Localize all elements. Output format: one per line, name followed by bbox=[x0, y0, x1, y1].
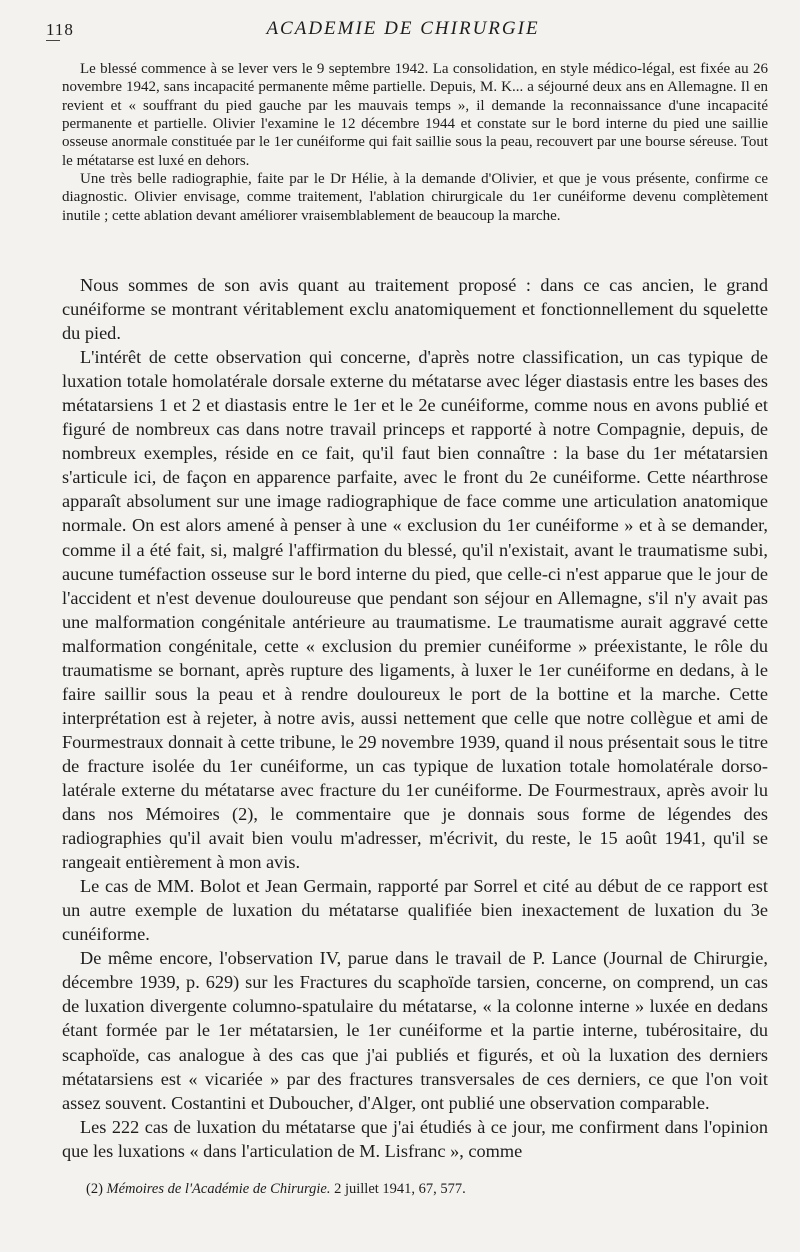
paragraph: Le cas de MM. Bolot et Jean Germain, rapporté par Sorrel et cité au début de ce rapport est un autre exemple de luxation du métatarse qualifiée bien inexactement de luxation du 3e cunéiforme. bbox=[62, 876, 768, 945]
footnote bbox=[86, 1180, 766, 1198]
running-title: ACADEMIE DE CHIRURGIE bbox=[266, 18, 540, 39]
page-number: 118 bbox=[46, 20, 74, 39]
paragraph: L'intérêt de cette observation qui concerne, d'après notre classification, un cas typique de luxation totale homolatérale dorsale externe du métatarse avec léger diastasis entre les bases des métatarsiens 1 et 2 et diastasis entre le 1er et le 2e cunéiforme, comme nous en avons publié et figuré de nombreux cas dans notre travail princeps et rapporté à notre Compagnie, depuis, de nombreux exemples, réside en ce fait, qu'il faut bien connaître : la base du 1er métatarsien s'articule ici, de façon en apparence parfaite, avec le front du 2e cunéiforme. Cette néarthrose apparaît absolument sur une image radiographique de face comme une articulation anatomique normale. On est alors amené à penser à une « exclusion du 1er cunéiforme » et à se demander, comme il a été fait, si, malgré l'affirmation du blessé, qu'il n'existait, avant le traumatisme subi, aucune tuméfaction osseuse sur le bord interne du pied, que celle-ci n'est apparue que le jour de l'accident et n'est devenue douloureuse que pendant son séjour en Allemagne, s'il n'y avait pas une malformation congénitale antérieure au traumatisme. Le traumatisme aurait aggravé cette malformation congénitale, cette « exclusion du premier cunéiforme » préexistante, le rôle du traumatisme se bornant, après rupture des ligaments, à luxer le 1er cunéiforme en dedans, à le faire saillir sous la peau et à rendre douloureux le port de la bottine et la marche. Cette interprétation est à rejeter, à notre avis, aussi nettement que celle que notre collègue et ami de Fourmestraux donnait à cette tribune, le 29 novembre 1939, quand il nous présentait sous le titre de fracture isolée du 1er cunéiforme, un cas typique de luxation totale homolatérale dorso-latérale externe du métatarse avec fracture du 1er cunéiforme. De Fourmestraux, après avoir lu dans nos Mémoires (2), le commentaire que je donnais sous forme de légendes des radiographies qu'il avait bien voulu m'adresser, m'écrivit, du reste, le 15 août 1941, qu'il se rangeait entièrement à mon avis. bbox=[62, 347, 768, 873]
header-rule bbox=[46, 40, 60, 41]
footnote-marker: (2) bbox=[86, 1181, 103, 1197]
main-text bbox=[62, 273, 768, 1163]
quoted-observation bbox=[62, 60, 768, 225]
paragraph: Le blessé commence à se lever vers le 9 septembre 1942. La consolidation, en style médico-légal, est fixée au 26 novembre 1942, sans incapacité permanente même partielle. Depuis, M. K... a séjourné deux ans en Allemagne. Il en revient et « souffrant du pied gauche par les mauvais temps », il demande la reconnaissance d'une incapacité permanente et partielle. Olivier l'examine le 12 décembre 1944 et constate sur le bord interne du pied une saillie osseuse anormale constituée par le 1er cunéiforme qui fait saillie sous la peau, recouvert par une bourse séreuse. Tout le métatarse est luxé en dehors. bbox=[62, 61, 768, 169]
paragraph: Une très belle radiographie, faite par le Dr Hélie, à la demande d'Olivier, et que je vous présente, confirme ce diagnostic. Olivier envisage, comme traitement, l'ablation chirurgicale du 1er cunéiforme devenu complètement inutile ; cette ablation devant améliorer vraisemblablement de beaucoup la marche. bbox=[62, 171, 768, 224]
paragraph: De même encore, l'observation IV, parue dans le travail de P. Lance (Journal de Chirurgie, décembre 1939, p. 629) sur les Fractures du scaphoïde tarsien, concerne, on comprend, un cas de luxation divergente columno-spatulaire du métatarse, « la colonne interne » luxée en dedans étant formée par le 1er métatarsien, le 1er cunéiforme et la partie interne, tubérositaire, du scaphoïde, cas analogue à des cas que j'ai publiés et figurés, et où la luxation des derniers métatarsiens est « vicariée » par des fractures transversales de ces derniers, ce que l'on voit assez souvent. Costantini et Duboucher, d'Alger, ont publié une observation comparable. bbox=[62, 948, 768, 1113]
page-header bbox=[46, 18, 760, 44]
paragraph: Nous sommes de son avis quant au traitement proposé : dans ce cas ancien, le grand cunéiforme se montrant véritablement exclu anatomiquement et fonctionnellement du squelette du pied. bbox=[62, 275, 768, 344]
footnote-details: 2 juillet 1941, 67, 577. bbox=[334, 1181, 466, 1197]
paragraph: Les 222 cas de luxation du métatarse que j'ai étudiés à ce jour, me confirment dans l'opinion que les luxations « dans l'articulation de M. Lisfranc », comme bbox=[62, 1116, 768, 1161]
footnote-source: Mémoires de l'Académie de Chirurgie. bbox=[106, 1181, 331, 1197]
